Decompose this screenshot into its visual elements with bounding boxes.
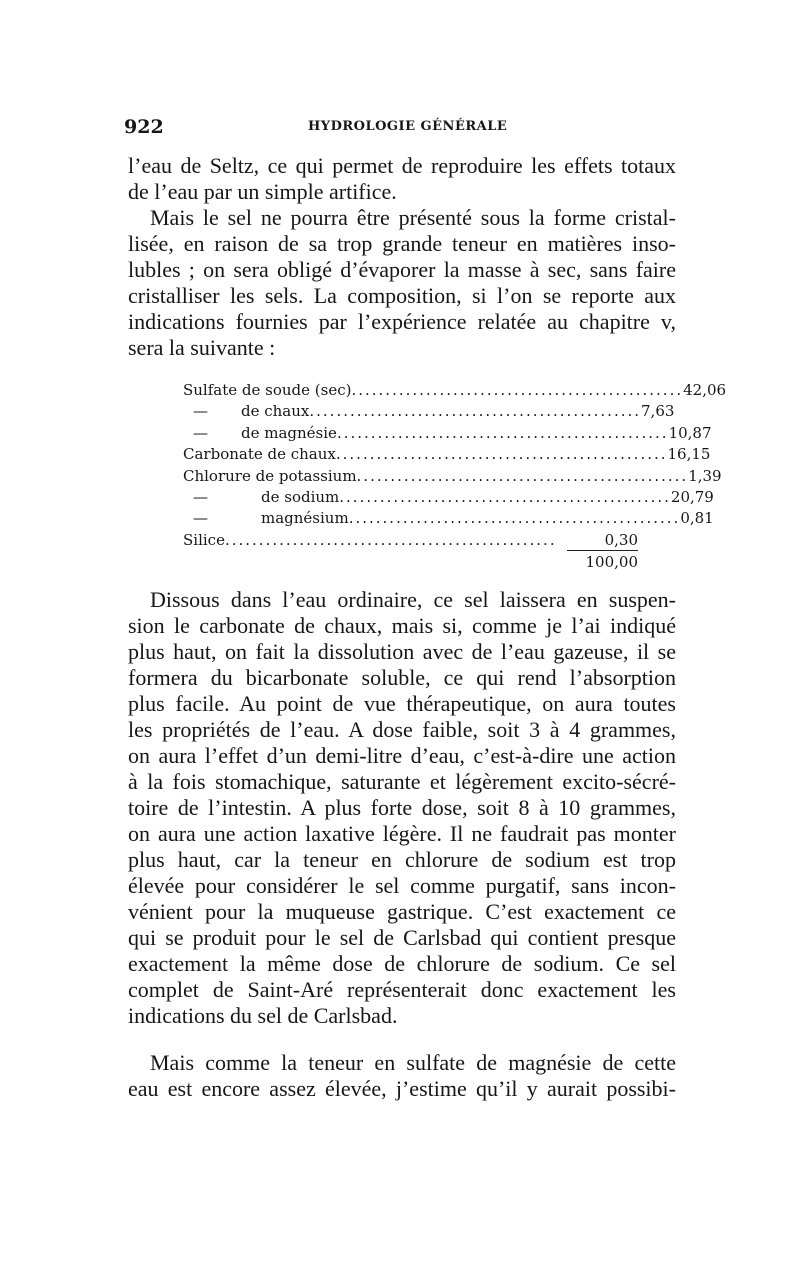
text-line: de l’eau par un simple artifice.: [128, 179, 397, 204]
paragraph-3: [128, 587, 676, 1029]
text-line: indications fournies par l’expérience relatée au chapitre v,: [128, 309, 676, 334]
row-value: 42,06: [683, 381, 727, 399]
row-label-text: de magnésie: [241, 423, 337, 442]
paragraph-4: [128, 1050, 676, 1102]
text-line: plus haut, on fait la dissolution avec de l’eau gazeuse, il se: [128, 639, 676, 664]
text-line: l’eau de Seltz, ce qui permet de reproduire les effets totaux: [128, 153, 676, 178]
dot-leader: .................................................: [336, 423, 669, 442]
ditto-dash: —: [193, 509, 208, 528]
table-row: [183, 487, 714, 508]
row-label: [183, 444, 336, 465]
text-line: cristalliser les sels. La composition, si l’on se reporte aux: [128, 283, 676, 308]
row-label-text: Silice: [183, 530, 225, 549]
row-label-text: Sulfate de soude (sec): [183, 381, 352, 399]
text-line: sion le carbonate de chaux, mais si, comme je l’ai indiqué: [128, 613, 676, 638]
text-line: plus facile. Au point de vue thérapeutique, on aura toutes: [128, 691, 676, 716]
dot-leader: .................................................: [356, 466, 689, 485]
text-line: formera du bicarbonate soluble, ce qui rend l’absorption: [128, 665, 676, 690]
table-row: [183, 530, 638, 551]
page-number: 922: [124, 116, 164, 138]
text-line: on aura une action laxative légère. Il ne faudrait pas monter: [128, 821, 676, 846]
table-row: [183, 401, 675, 422]
text-line: à la fois stomachique, saturante et légèrement excito-sécré-: [128, 769, 676, 794]
row-label: [183, 487, 339, 508]
row-label-text: magnésium: [261, 509, 349, 528]
text-line: Dissous dans l’eau ordinaire, ce sel laissera en suspen-: [150, 587, 676, 612]
composition-table: [183, 380, 727, 551]
row-label: [183, 466, 357, 487]
row-value: 20,79: [670, 487, 714, 506]
row-label-text: de sodium: [261, 487, 340, 506]
dot-leader: .................................................: [351, 381, 684, 399]
row-value: 7,63: [641, 402, 675, 421]
row-label: [183, 423, 337, 444]
text-line: toire de l’intestin. A plus forte dose, soit 8 à 10 grammes,: [128, 795, 676, 820]
text-line: complet de Saint-Aré représenterait donc exactement les: [128, 977, 676, 1002]
dot-leader: .................................................: [309, 402, 642, 421]
table-row: [183, 444, 711, 465]
row-label-text: Chlorure de potassium: [183, 466, 357, 485]
table-row: [183, 466, 722, 487]
ditto-dash: —: [193, 423, 208, 442]
dot-leader: .................................................: [348, 509, 681, 528]
row-value: 0,30: [604, 530, 638, 549]
text-line: lubles ; on sera obligé d’évaporer la masse à sec, sans faire: [128, 257, 676, 282]
row-label: [183, 508, 349, 529]
text-line: exactement la même dose de chlorure de sodium. Ce sel: [128, 951, 676, 976]
ditto-dash: —: [193, 402, 208, 421]
row-label: [183, 401, 309, 422]
text-line: on aura l’effet d’un demi-litre d’eau, c’est-à-dire une action: [128, 743, 676, 768]
dot-leader: .................................................: [339, 487, 671, 506]
text-line: lisée, en raison de sa trop grande teneur en matières inso-: [128, 231, 676, 256]
row-label: [183, 380, 351, 401]
row-label-text: de chaux: [241, 402, 310, 421]
text-line: indications du sel de Carlsbad.: [128, 1003, 398, 1028]
row-value: 16,15: [667, 445, 711, 464]
text-line: Mais le sel ne pourra être présenté sous la forme cristal-: [150, 205, 676, 230]
table-row: [183, 423, 712, 444]
dot-leader: .................................................: [224, 530, 557, 549]
text-line: qui se produit pour le sel de Carlsbad qui contient presque: [128, 925, 676, 950]
sum-rule: [567, 550, 638, 551]
row-label: [183, 530, 225, 551]
table-row: [183, 508, 714, 529]
row-value: 10,87: [668, 423, 712, 442]
ditto-dash: —: [193, 487, 208, 506]
text-line: les propriétés de l’eau. A dose faible, soit 3 à 4 grammes,: [128, 717, 676, 742]
row-value: 0,81: [680, 509, 714, 528]
text-line: élevée pour considérer le sel comme purgatif, sans incon-: [128, 873, 676, 898]
running-head: HYDROLOGIE GÉNÉRALE: [308, 119, 508, 134]
paragraph-2: [128, 205, 676, 361]
table-row: [183, 380, 727, 401]
text-line: plus haut, car la teneur en chlorure de sodium est trop: [128, 847, 676, 872]
row-value: 1,39: [688, 466, 722, 485]
text-line: vénient pour la muqueuse gastrique. C’est exactement ce: [128, 899, 676, 924]
text-line: Mais comme la teneur en sulfate de magnésie de cette: [150, 1050, 676, 1075]
dot-leader: .................................................: [335, 445, 668, 464]
text-line: eau est encore assez élevée, j’estime qu’il y aurait possibi-: [128, 1076, 676, 1101]
text-line: sera la suivante :: [128, 335, 276, 360]
table-total: 100,00: [585, 553, 638, 571]
row-label-text: Carbonate de chaux: [183, 445, 336, 464]
paragraph-1: [128, 153, 676, 205]
